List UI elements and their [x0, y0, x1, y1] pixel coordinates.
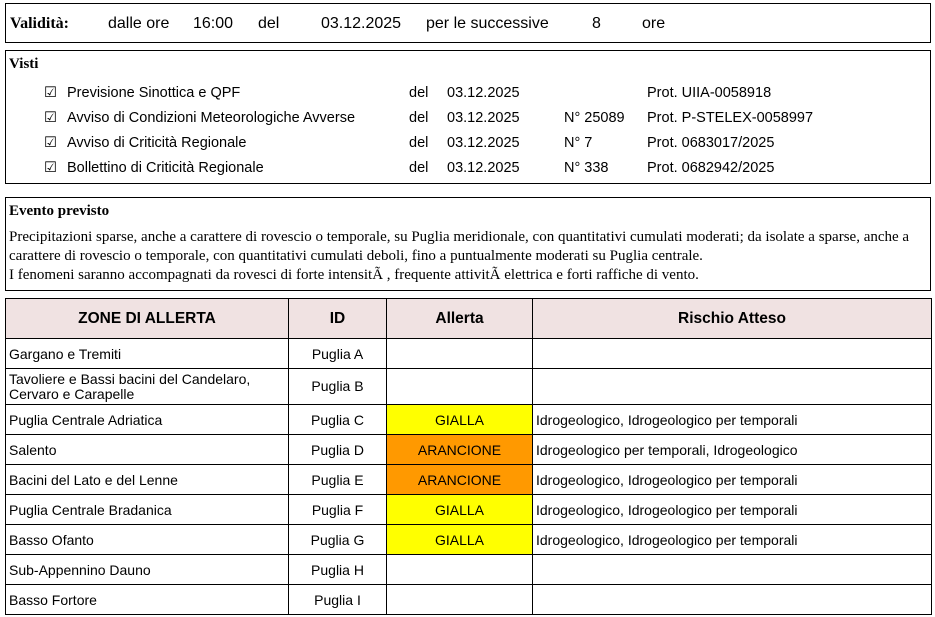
checkbox-checked-icon: ☑: [44, 110, 57, 126]
zone-id: Puglia H: [289, 555, 387, 585]
visti-item-date: 03.12.2025: [447, 110, 520, 126]
table-row: [6, 525, 932, 555]
table-row: [6, 339, 932, 369]
table-row: [6, 369, 932, 405]
validity-from-hour-label: dalle ore: [108, 15, 170, 32]
alert-zones-table: [5, 298, 932, 615]
zone-name: Basso Fortore: [6, 585, 289, 615]
visti-item-name: Bollettino di Criticità Regionale: [67, 160, 264, 176]
alert-level: GIALLA: [387, 525, 533, 555]
visti-box: [5, 50, 931, 184]
zone-id: Puglia F: [289, 495, 387, 525]
alert-level: ARANCIONE: [387, 465, 533, 495]
table-header-row: [6, 299, 932, 339]
visti-item-name: Previsione Sinottica e QPF: [67, 85, 241, 101]
zone-name: Tavoliere e Bassi bacini del Candelaro, Cervaro e Carapelle: [6, 369, 289, 405]
table-row: [6, 465, 932, 495]
visti-item-prot: Prot. UIIA-0058918: [647, 85, 772, 101]
visti-title: Visti: [9, 56, 39, 72]
visti-item-date: 03.12.2025: [447, 135, 520, 151]
visti-item-prot: Prot. 0683017/2025: [647, 135, 775, 151]
expected-risk: Idrogeologico, Idrogeologico per temporali: [533, 405, 932, 435]
visti-item-del: del: [409, 110, 429, 126]
visti-item-number: N° 7: [564, 135, 593, 151]
zone-id: Puglia C: [289, 405, 387, 435]
zone-name: Basso Ofanto: [6, 525, 289, 555]
alert-level: [387, 369, 533, 405]
visti-item-number: N° 338: [564, 160, 609, 176]
checkbox-checked-icon: ☑: [44, 160, 57, 176]
validity-hour: 16:00: [193, 15, 234, 32]
expected-risk: Idrogeologico, Idrogeologico per temporali: [533, 465, 932, 495]
column-header-alert: Allerta: [387, 299, 533, 339]
visti-item-del: del: [409, 135, 429, 151]
visti-row: [6, 160, 930, 182]
expected-risk: [533, 555, 932, 585]
visti-row: [6, 135, 930, 157]
expected-risk: Idrogeologico per temporali, Idrogeologico: [533, 435, 932, 465]
zone-id: Puglia D: [289, 435, 387, 465]
validity-hours-label: ore: [642, 15, 666, 32]
zone-id: Puglia E: [289, 465, 387, 495]
expected-risk: [533, 585, 932, 615]
event-box: [5, 197, 931, 291]
expected-risk: Idrogeologico, Idrogeologico per temporali: [533, 525, 932, 555]
visti-item-prot: Prot. P-STELEX-0058997: [647, 110, 814, 126]
visti-item-date: 03.12.2025: [447, 85, 520, 101]
visti-item-prot: Prot. 0682942/2025: [647, 160, 775, 176]
table-row: [6, 435, 932, 465]
expected-risk: [533, 369, 932, 405]
visti-row: [6, 85, 930, 107]
validity-date: 03.12.2025: [321, 15, 402, 32]
column-header-risk: Rischio Atteso: [533, 299, 932, 339]
alert-level: ARANCIONE: [387, 435, 533, 465]
visti-item-date: 03.12.2025: [447, 160, 520, 176]
visti-item-del: del: [409, 85, 429, 101]
zone-name: Puglia Centrale Adriatica: [6, 405, 289, 435]
column-header-zone: ZONE DI ALLERTA: [6, 299, 289, 339]
zone-id: Puglia B: [289, 369, 387, 405]
zone-name: Bacini del Lato e del Lenne: [6, 465, 289, 495]
expected-risk: Idrogeologico, Idrogeologico per temporali: [533, 495, 932, 525]
visti-row: [6, 110, 930, 132]
zone-id: Puglia A: [289, 339, 387, 369]
visti-item-name: Avviso di Condizioni Meteorologiche Avverse: [67, 110, 356, 126]
alert-level: [387, 339, 533, 369]
event-title: Evento previsto: [9, 203, 110, 219]
event-description: [9, 228, 924, 285]
alert-level: [387, 555, 533, 585]
validity-del-label: del: [258, 15, 280, 32]
visti-item-number: N° 25089: [564, 110, 625, 126]
zone-id: Puglia I: [289, 585, 387, 615]
alert-level: [387, 585, 533, 615]
alert-level: GIALLA: [387, 405, 533, 435]
table-row: [6, 405, 932, 435]
zone-name: Gargano e Tremiti: [6, 339, 289, 369]
event-text-secondary: I fenomeni saranno accompagnati da rovesci di forte intensitÃ , frequente attivitÃ elettrica e forti raffiche di vento.: [9, 267, 699, 283]
expected-risk: [533, 339, 932, 369]
column-header-id: ID: [289, 299, 387, 339]
validity-hours-count: 8: [592, 15, 601, 32]
visti-item-name: Avviso di Criticità Regionale: [67, 135, 247, 151]
zone-name: Salento: [6, 435, 289, 465]
table-row: [6, 555, 932, 585]
visti-item-del: del: [409, 160, 429, 176]
event-text: Precipitazioni sparse, anche a carattere di rovescio o temporale, su Puglia meridionale, con quantitativi cumulati moderati; da isolate a sparse, anche a carattere di rovescio o temporale, con quantitativi cumulati deboli, fino a puntualmente moderati su Puglia centrale.: [9, 229, 910, 264]
checkbox-checked-icon: ☑: [44, 135, 57, 151]
validity-label: Validità:: [10, 15, 69, 32]
alert-level: GIALLA: [387, 495, 533, 525]
zone-name: Sub-Appennino Dauno: [6, 555, 289, 585]
validity-box: [5, 3, 931, 43]
table-row: [6, 495, 932, 525]
checkbox-checked-icon: ☑: [44, 85, 57, 101]
zone-name: Puglia Centrale Bradanica: [6, 495, 289, 525]
validity-following-label: per le successive: [426, 15, 549, 32]
zone-id: Puglia G: [289, 525, 387, 555]
table-row: [6, 585, 932, 615]
